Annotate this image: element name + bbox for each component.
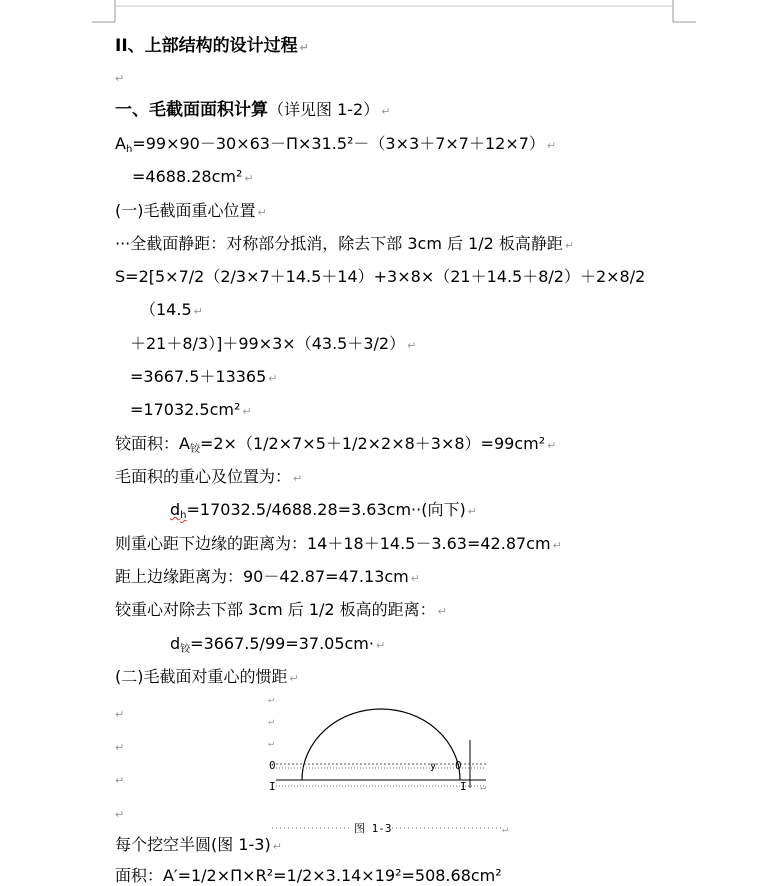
static-moment-line-1: S=2[5×7/2（2/3×7＋14.5＋14）+3×8×（21＋14.5＋8/2）＋2×8/2 [115,267,646,286]
hinge-centroid-desc: 铰重心对除去下部 3cm 后 1/2 板高的距离： ↵ [115,600,447,619]
bottom-edge-distance: 则重心距下边缘的距离为：14＋18＋14.5－3.63=42.87cm ↵ [115,534,562,553]
figure-para-mark: ↵ [268,716,275,727]
centroid-title: (一)毛截面重心位置 ↵ [115,201,267,220]
empty-paragraph: ↵ [115,72,125,85]
empty-paragraph: ↵ [115,708,125,721]
static-moment-line-2: （14.5 ↵ [140,300,203,319]
figure-semicircle [262,694,512,840]
static-moment-line-3: ＋21＋8/3）]＋99×3×（43.5＋3/2） ↵ [130,334,417,353]
figure-para-mark: ↵ [268,738,275,749]
static-moment-line-4: =3667.5＋13365 ↵ [130,367,278,386]
label-o-left: 0 [269,759,276,772]
gross-centroid-label: 毛面积的重心及位置为： ↵ [115,467,303,486]
label-o-right: 0 [455,759,462,772]
label-i-right: I [460,780,467,793]
empty-paragraph: ↵ [115,741,125,754]
figure-para-mark: ↵ [480,782,487,793]
label-y: y [430,761,437,772]
inertia-title: (二)毛截面对重心的惯距 ↵ [115,667,299,686]
section-title: II、上部结构的设计过程 ↵ [115,36,309,56]
hollow-semicircle-title: 每个挖空半圆(图 1-3) ↵ [115,835,282,854]
empty-paragraph: ↵ [115,808,125,821]
figure-para-mark: ↵ [502,824,509,835]
area-formula: $A_h=99\times 90-30\times 63-\Pi\times 31.5^2-(3\times 3+7\times 7+12\times 7)$ ↵ [115,134,557,155]
figure-caption: 图 1-3 [354,822,392,835]
dh-formula: $d_h=17032.5/4688.28=3.63cm\cdot\cdot$(向下) ↵ [170,500,477,521]
empty-paragraph: ↵ [115,774,125,787]
page-crop-marks [0,0,784,30]
static-moment-desc: ···全截面静距：对称部分抵消，除去下部 3cm 后 1/2 板高静距 ↵ [115,234,575,253]
subsection-title: 一、毛截面面积计算（详见图 1-2） ↵ [115,100,391,120]
figure-para-mark: ↵ [268,694,275,705]
label-i-left: I [269,780,276,793]
d-hinge-formula: $d_铰=3667.5/99=37.05cm\cdot$ ↵ [170,634,386,655]
hinge-area: 铰面积：$A_铰=2\times(1/2\times 7\times 5+1/2\times 2\times 8+3\times 8)=99cm^2$ ↵ [115,434,557,455]
top-edge-distance: 距上边缘距离为：90－42.87=47.13cm ↵ [115,567,420,586]
hollow-area-formula: 面积：A′=1/2×Π×R²=1/2×3.14×19²=508.68cm² [115,866,502,885]
semicircle-outline [302,709,460,780]
static-moment-result: =17032.5cm² ↵ [130,400,252,419]
area-result: =4688.28cm² ↵ [132,167,254,186]
